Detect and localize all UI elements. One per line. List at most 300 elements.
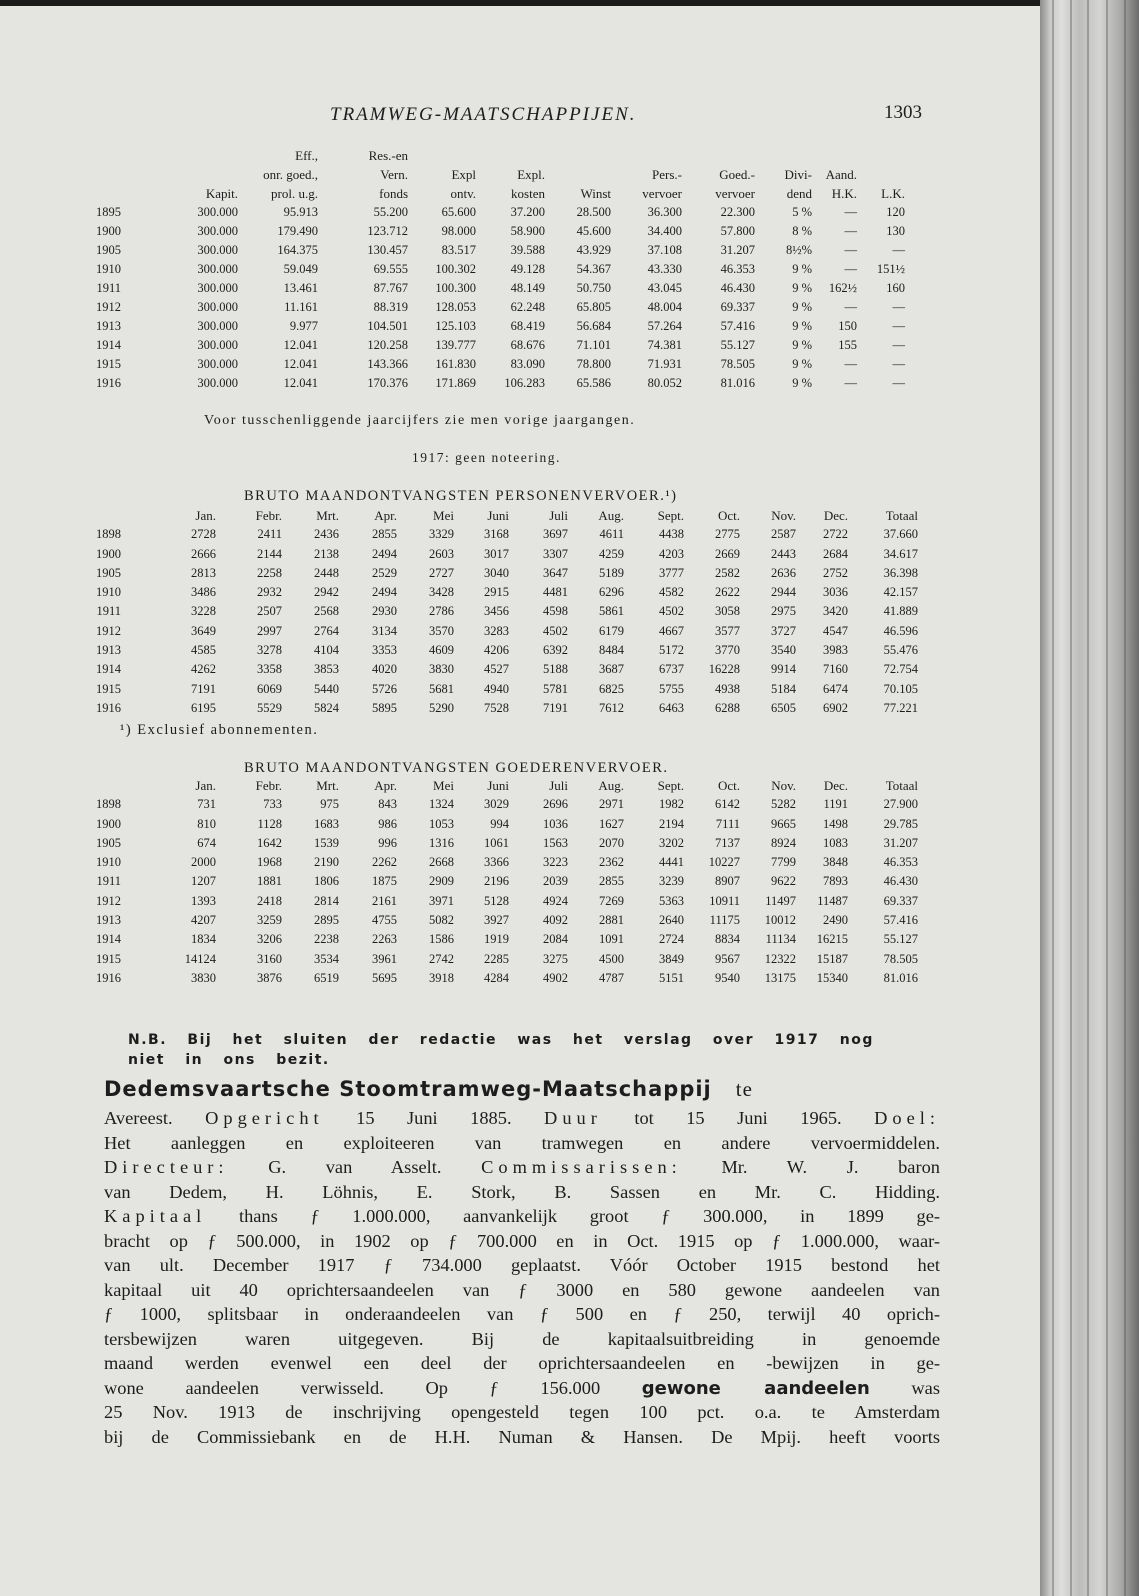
table-cell: 2582	[715, 565, 740, 580]
table-cell: 34.400	[647, 224, 682, 238]
table-cell: 300.000	[197, 300, 238, 314]
table-cell: 2436	[314, 527, 339, 542]
table-cell: 9567	[715, 951, 740, 966]
table-cell: 6474	[823, 681, 848, 696]
table-cell: 22.300	[720, 205, 755, 219]
table-cell: 1642	[257, 835, 282, 850]
text-run: Mr. W. J. baron	[681, 1157, 940, 1177]
row-year: 1912	[96, 623, 121, 638]
table-cell: 72.754	[883, 662, 918, 677]
text-run: ƒ 1000, splitsbaar in onderaandeelen van ƒ 500 en ƒ 250, terwijl 40 oprich-	[104, 1304, 940, 1324]
text-run: 25 Nov. 1913 de inschrijving opengesteld tegen 100 pct. o.a. te Amsterdam	[104, 1402, 940, 1422]
table-cell: 7799	[771, 855, 796, 870]
table-cell: 986	[378, 816, 397, 831]
table-row	[0, 357, 940, 376]
table-cell: 42.157	[883, 585, 918, 600]
table-cell: 43.045	[647, 281, 682, 295]
table-cell: 9 %	[792, 376, 812, 390]
table-cell: 9.977	[289, 319, 318, 333]
passenger-monthly-receipts-table	[0, 508, 940, 720]
table-cell: 2000	[191, 855, 216, 870]
paragraph-line	[104, 1400, 940, 1425]
table-cell: 43.330	[647, 262, 682, 276]
table-cell: 8907	[715, 874, 740, 889]
company-description	[104, 1106, 940, 1449]
table-cell: 2895	[314, 913, 339, 928]
table-cell: 81.016	[720, 376, 755, 390]
table-cell: 3486	[191, 585, 216, 600]
table-cell: —	[844, 300, 857, 314]
table-row	[0, 913, 940, 932]
table-row	[0, 224, 940, 243]
table-cell: 1627	[599, 816, 624, 831]
table-row	[0, 243, 940, 262]
persons-footnote: ¹) Exclusief abonnementen.	[120, 722, 319, 738]
table-cell: 3456	[484, 604, 509, 619]
text-run: wone aandeelen verwisseld. Op ƒ 156.000	[104, 1377, 642, 1398]
table-cell: 55.127	[720, 338, 755, 352]
table-cell: 36.300	[647, 205, 682, 219]
table-cell: 69.337	[720, 300, 755, 314]
table-cell: 1207	[191, 874, 216, 889]
table-cell: 143.366	[367, 357, 408, 371]
table-cell: 65.586	[576, 376, 611, 390]
table-cell: 7160	[823, 662, 848, 677]
table-cell: 100.302	[435, 262, 476, 276]
table-cell: 6195	[191, 700, 216, 715]
row-year: 1912	[96, 300, 121, 314]
table-cell: 3848	[823, 855, 848, 870]
column-header: onr. goed.,	[263, 167, 318, 182]
table-cell: 27.900	[883, 797, 918, 812]
table-cell: 3329	[429, 527, 454, 542]
row-year: 1910	[96, 585, 121, 600]
table-row	[0, 797, 940, 816]
table-cell: 36.398	[883, 565, 918, 580]
table-cell: 11.161	[284, 300, 318, 314]
book-spine	[1040, 0, 1139, 1596]
table-cell: 2909	[429, 874, 454, 889]
table-cell: 1053	[429, 816, 454, 831]
table-cell: 3259	[257, 913, 282, 928]
table-cell: 6505	[771, 700, 796, 715]
table-cell: 125.103	[435, 319, 476, 333]
table-cell: 15340	[816, 970, 848, 985]
table-cell: 70.105	[883, 681, 918, 696]
column-header: Dec.	[823, 508, 848, 523]
table-cell: 171.869	[435, 376, 476, 390]
paragraph-line	[104, 1106, 940, 1131]
table-cell: 2490	[823, 913, 848, 928]
table-cell: 4262	[191, 662, 216, 677]
text-run: bracht op ƒ 500.000, in 1902 op ƒ 700.000 en in Oct. 1915 op ƒ 1.000.000, waar-	[104, 1230, 940, 1251]
table-cell: 9 %	[792, 281, 812, 295]
row-year: 1915	[96, 951, 121, 966]
table-cell: —	[844, 376, 857, 390]
editorial-note-line-2: niet in ons bezit.	[128, 1052, 330, 1068]
table-cell: 5151	[659, 970, 684, 985]
paragraph-line	[104, 1253, 940, 1278]
table-cell: 300.000	[197, 281, 238, 295]
row-year: 1915	[96, 681, 121, 696]
spaced-keyword: Kapitaal	[104, 1206, 207, 1226]
table-cell: 68.676	[510, 338, 545, 352]
bold-keyword: gewone aandeelen	[641, 1377, 870, 1399]
table-cell: 1586	[429, 932, 454, 947]
table-cell: 2494	[372, 546, 397, 561]
column-header: Aand.	[825, 167, 857, 182]
table-cell: 10911	[709, 893, 740, 908]
table-cell: 3577	[715, 623, 740, 638]
table-cell: 130	[886, 224, 905, 238]
table-cell: 9622	[771, 874, 796, 889]
table-cell: 4582	[659, 585, 684, 600]
table-cell: 48.149	[510, 281, 545, 295]
table-cell: 1968	[257, 855, 282, 870]
table-cell: 3428	[429, 585, 454, 600]
text-run: Het aanleggen en exploiteeren van tramwegen en andere vervoermiddelen.	[104, 1132, 940, 1153]
table-cell: 11175	[709, 913, 740, 928]
table-cell: 4902	[543, 970, 568, 985]
table-cell: 2932	[257, 585, 282, 600]
table-cell: 1498	[823, 816, 848, 831]
table-row	[0, 874, 940, 893]
table-cell: 4203	[659, 546, 684, 561]
text-run: van ult. December 1917 ƒ 734.000 geplaatst. Vóór October 1915 bestond het	[104, 1255, 940, 1275]
table-cell: 9914	[771, 662, 796, 677]
company-name: Dedemsvaartsche Stoomtramweg-Maatschappij	[104, 1077, 712, 1101]
table-cell: 3040	[484, 565, 509, 580]
table-cell: 3697	[543, 527, 568, 542]
table-cell: 74.381	[647, 338, 682, 352]
table-cell: 54.367	[576, 262, 611, 276]
table-cell: 8484	[599, 643, 624, 658]
table-cell: 2418	[257, 893, 282, 908]
row-year: 1913	[96, 643, 121, 658]
table-row	[0, 855, 940, 874]
table-cell: 57.264	[647, 319, 682, 333]
table-cell: 5363	[659, 893, 684, 908]
table-cell: 43.929	[576, 243, 611, 257]
column-header: Dec.	[823, 778, 848, 793]
row-year: 1895	[96, 205, 121, 219]
table-cell: 10227	[708, 855, 740, 870]
table-cell: 7191	[191, 681, 216, 696]
table-cell: 2666	[191, 546, 216, 561]
table-cell: 120	[886, 205, 905, 219]
table-cell: 37.108	[647, 243, 682, 257]
table-cell: 130.457	[367, 243, 408, 257]
row-year: 1900	[96, 224, 121, 238]
table-cell: 2070	[599, 835, 624, 850]
column-header: Expl	[451, 167, 476, 182]
column-header: Aug.	[598, 508, 624, 523]
table-cell: 3420	[823, 604, 848, 619]
table-cell: 2752	[823, 565, 848, 580]
table-cell: 57.416	[720, 319, 755, 333]
row-year: 1898	[96, 527, 121, 542]
column-header: Sept.	[657, 778, 684, 793]
table-cell: 4924	[543, 893, 568, 908]
table-cell: 4502	[543, 623, 568, 638]
table-cell: 2722	[823, 527, 848, 542]
table-cell: 81.016	[883, 970, 918, 985]
text-run: Avereest.	[104, 1108, 206, 1128]
table-cell: 4547	[823, 623, 848, 638]
table-cell: 59.049	[283, 262, 318, 276]
table-cell: 11487	[817, 893, 848, 908]
paragraph-line	[104, 1155, 940, 1180]
row-year: 1916	[96, 970, 121, 985]
table-header-row	[0, 778, 940, 797]
table-cell: 39.588	[510, 243, 545, 257]
column-header: Sept.	[657, 508, 684, 523]
table-cell: 4598	[543, 604, 568, 619]
table-cell: 300.000	[197, 224, 238, 238]
table-header-row	[0, 186, 940, 205]
table-cell: 3228	[191, 604, 216, 619]
column-header: vervoer	[715, 186, 755, 201]
column-header: Oct.	[717, 778, 740, 793]
table-cell: 95.913	[283, 205, 318, 219]
table-cell: 1683	[314, 816, 339, 831]
table-cell: 77.221	[883, 700, 918, 715]
table-cell: —	[892, 319, 905, 333]
table-cell: 11497	[765, 893, 796, 908]
table-cell: 2640	[659, 913, 684, 928]
table-cell: 2942	[314, 585, 339, 600]
table-row	[0, 262, 940, 281]
table-header-row	[0, 167, 940, 186]
table-cell: 68.419	[510, 319, 545, 333]
table-cell: 3540	[771, 643, 796, 658]
row-year: 1910	[96, 855, 121, 870]
table-cell: 3770	[715, 643, 740, 658]
table-cell: 2587	[771, 527, 796, 542]
table-cell: 1393	[191, 893, 216, 908]
column-header: Febr.	[255, 778, 282, 793]
table-cell: 98.000	[441, 224, 476, 238]
column-header: Divi-	[784, 167, 812, 182]
table-cell: 5440	[314, 681, 339, 696]
table-row	[0, 319, 940, 338]
table-cell: 4527	[484, 662, 509, 677]
column-header: Winst	[580, 186, 611, 201]
table-cell: 120.258	[367, 338, 408, 352]
text-run: maand werden evenwel een deel der oprichtersaandeelen en -bewijzen in ge-	[104, 1353, 940, 1373]
row-year: 1911	[96, 874, 121, 889]
table-cell: 2764	[314, 623, 339, 638]
table-cell: 58.900	[510, 224, 545, 238]
table-cell: 9 %	[792, 300, 812, 314]
table-header-row	[0, 148, 940, 167]
table-cell: 65.805	[576, 300, 611, 314]
table-cell: 46.430	[720, 281, 755, 295]
row-year: 1914	[96, 338, 121, 352]
table-cell: 1316	[429, 835, 454, 850]
table-cell: 69.337	[883, 893, 918, 908]
table-cell: 3366	[484, 855, 509, 870]
paragraph-line	[104, 1351, 940, 1376]
table-cell: 2728	[191, 527, 216, 542]
table-row	[0, 624, 940, 643]
column-header: Totaal	[885, 508, 918, 523]
table-cell: 3029	[484, 797, 509, 812]
table-cell: 5755	[659, 681, 684, 696]
table-cell: 2696	[543, 797, 568, 812]
text-run: 15 Juni 1885.	[323, 1108, 545, 1128]
text-run: kapitaal uit 40 oprichtersaandeelen van ƒ 3000 en 580 gewone aandeelen van	[104, 1279, 940, 1300]
table-cell: 9540	[715, 970, 740, 985]
column-header: Mei	[433, 778, 454, 793]
note-previous-years: Voor tusschenliggende jaarcijfers zie men vorige jaargangen.	[204, 413, 636, 428]
table-cell: 4502	[659, 604, 684, 619]
text-run: tot 15 Juni 1965.	[601, 1108, 875, 1128]
table-cell: 3727	[771, 623, 796, 638]
table-cell: 55.476	[883, 643, 918, 658]
table-cell: 150	[838, 319, 857, 333]
table-cell: 810	[197, 816, 216, 831]
table-cell: 3223	[543, 855, 568, 870]
table-cell: 12.041	[283, 357, 318, 371]
column-header: Goed.-	[719, 167, 755, 182]
table-cell: 3849	[659, 951, 684, 966]
text-run: thans ƒ 1.000.000, aanvankelijk groot ƒ 300.000, in 1899 ge-	[206, 1206, 940, 1226]
column-header: dend	[786, 186, 812, 201]
note-1917: 1917: geen noteering.	[412, 450, 561, 465]
table-cell: 3534	[314, 951, 339, 966]
table-cell: 2190	[314, 855, 339, 870]
row-year: 1911	[96, 604, 121, 619]
table-cell: 4938	[715, 681, 740, 696]
table-cell: 14124	[184, 951, 216, 966]
table-row	[0, 682, 940, 701]
text-run: was	[869, 1377, 940, 1398]
table-cell: 57.416	[883, 913, 918, 928]
table-cell: 5172	[659, 643, 684, 658]
table-cell: 5726	[372, 681, 397, 696]
table-cell: 2971	[599, 797, 624, 812]
spaced-keyword: Doel:	[874, 1108, 940, 1128]
table-cell: 7893	[823, 874, 848, 889]
table-cell: 13.461	[283, 281, 318, 295]
table-cell: 4206	[484, 643, 509, 658]
table-cell: 7137	[715, 835, 740, 850]
table-row	[0, 643, 940, 662]
company-heading	[104, 1077, 753, 1102]
table-cell: 2855	[599, 874, 624, 889]
table-cell: —	[892, 357, 905, 371]
table-cell: 12322	[764, 951, 796, 966]
table-cell: 2775	[715, 527, 740, 542]
table-row	[0, 566, 940, 585]
table-cell: 1875	[372, 874, 397, 889]
table-cell: 62.248	[510, 300, 545, 314]
table-cell: 55.127	[883, 932, 918, 947]
table-cell: 3278	[257, 643, 282, 658]
table-cell: 1834	[191, 932, 216, 947]
table-cell: 4609	[429, 643, 454, 658]
table-cell: 2039	[543, 874, 568, 889]
row-year: 1900	[96, 816, 121, 831]
table-cell: 2144	[257, 546, 282, 561]
column-header: vervoer	[642, 186, 682, 201]
table-cell: 8834	[715, 932, 740, 947]
table-cell: 15187	[816, 951, 848, 966]
row-year: 1914	[96, 662, 121, 677]
table-cell: 5681	[429, 681, 454, 696]
table-cell: 3353	[372, 643, 397, 658]
column-header: Mei	[433, 508, 454, 523]
table-cell: 4284	[484, 970, 509, 985]
table-cell: 50.750	[576, 281, 611, 295]
table-cell: —	[892, 376, 905, 390]
table-cell: 56.684	[576, 319, 611, 333]
column-header: Febr.	[255, 508, 282, 523]
table-cell: 100.300	[435, 281, 476, 295]
table-cell: 996	[378, 835, 397, 850]
page-number: 1303	[884, 102, 922, 123]
table-cell: 6519	[314, 970, 339, 985]
table-cell: 87.767	[373, 281, 408, 295]
table-cell: 104.501	[367, 319, 408, 333]
table-cell: 9 %	[792, 357, 812, 371]
table-cell: 2724	[659, 932, 684, 947]
row-year: 1911	[96, 281, 121, 295]
table-cell: 78.505	[720, 357, 755, 371]
table-cell: 2362	[599, 855, 624, 870]
table-cell: 9665	[771, 816, 796, 831]
column-header: Apr.	[374, 508, 397, 523]
table-cell: 3647	[543, 565, 568, 580]
table-cell: 3876	[257, 970, 282, 985]
table-cell: 179.490	[277, 224, 318, 238]
row-year: 1912	[96, 893, 121, 908]
table-cell: 3036	[823, 585, 848, 600]
table-cell: 46.353	[883, 855, 918, 870]
table-cell: 46.430	[883, 874, 918, 889]
table-cell: 1806	[314, 874, 339, 889]
table-cell: 139.777	[435, 338, 476, 352]
table-cell: 3649	[191, 623, 216, 638]
table-cell: 123.712	[367, 224, 408, 238]
table-cell: 7191	[543, 700, 568, 715]
table-cell: 2930	[372, 604, 397, 619]
table-row	[0, 836, 940, 855]
text-run: tersbewijzen waren uitgegeven. Bij de kapitaalsuitbreiding in genoemde	[104, 1328, 940, 1349]
table-cell: —	[844, 357, 857, 371]
table-cell: 4438	[659, 527, 684, 542]
table-cell: 6179	[599, 623, 624, 638]
table-cell: 733	[263, 797, 282, 812]
table-cell: 12.041	[283, 338, 318, 352]
table-cell: 128.053	[435, 300, 476, 314]
table-cell: 78.800	[576, 357, 611, 371]
table-cell: 71.101	[576, 338, 611, 352]
table-cell: 2669	[715, 546, 740, 561]
column-header: Pers.-	[652, 167, 682, 182]
table-cell: 2238	[314, 932, 339, 947]
table-cell: 3777	[659, 565, 684, 580]
table-cell: 6825	[599, 681, 624, 696]
table-cell: 37.660	[883, 527, 918, 542]
annual-finance-table	[0, 148, 940, 395]
paragraph-line	[104, 1327, 940, 1352]
table-cell: 151½	[876, 262, 905, 276]
table-cell: 170.376	[367, 376, 408, 390]
table-cell: 5895	[372, 700, 397, 715]
persons-table-title: BRUTO MAANDONTVANGSTEN PERSONENVERVOER.¹)	[244, 488, 678, 504]
